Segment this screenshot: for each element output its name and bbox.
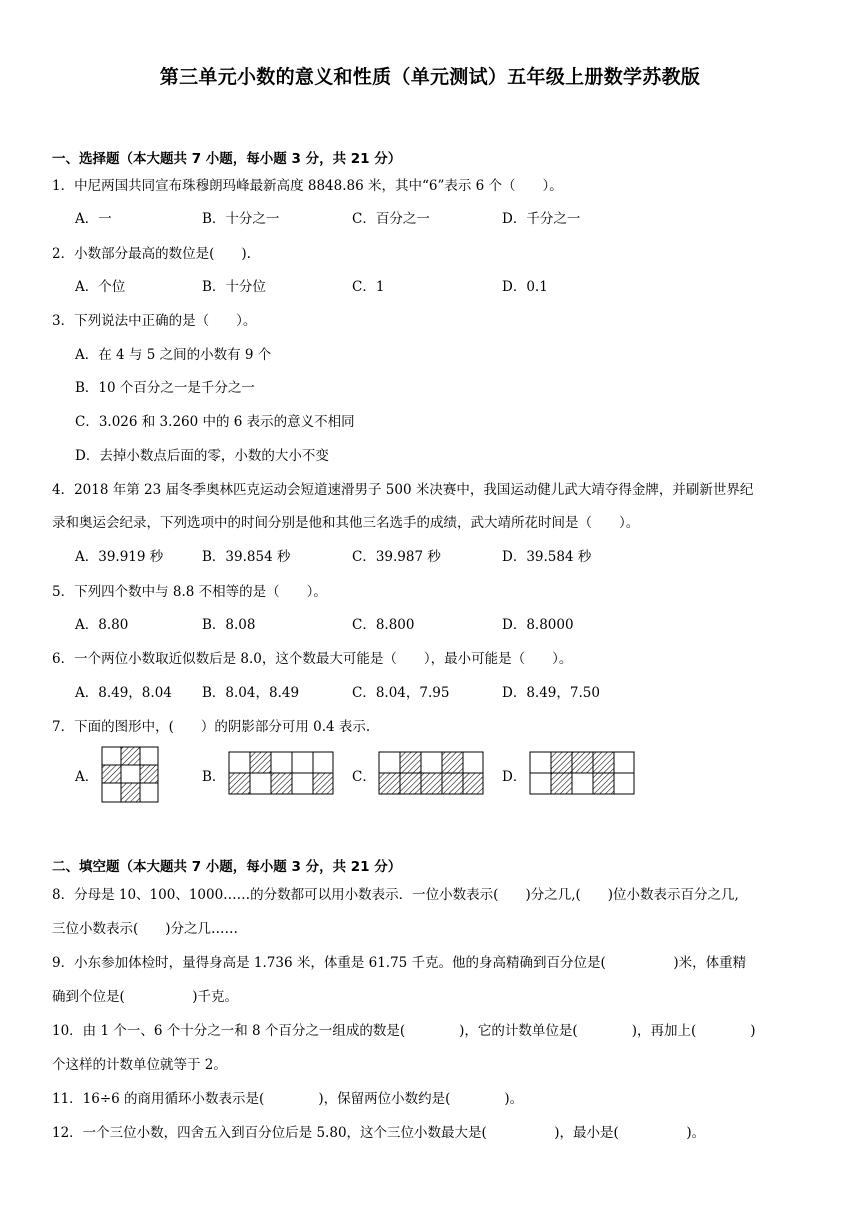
question-3: 3．下列说法中正确的是（ ）。 — [52, 313, 257, 329]
fig-a-shaded-cell — [140, 765, 158, 783]
q2-option-d: D．0.1 — [502, 279, 548, 295]
q7-option-b-label: B． — [202, 769, 226, 785]
q3-option-b: B．10 个百分之一是千分之一 — [75, 380, 255, 396]
question-9-line2: 确到个位是( )千克。 — [52, 989, 239, 1005]
q5-option-a: A．8.80 — [75, 617, 129, 633]
question-6: 6．一个两位小数取近似数后是 8.0，这个数最大可能是（ ），最小可能是（ ）。 — [52, 651, 573, 667]
q6-option-c: C．8.04，7.95 — [352, 685, 450, 701]
q4-option-c: C．39.987 秒 — [352, 549, 441, 565]
question-9-line1: 9．小东参加体检时，量得身高是 1.736 米，体重是 61.75 千克。他的身高精确到百分位是( )米，体重精 — [52, 955, 747, 971]
question-10-line1: 10．由 1 个一、6 个十分之一和 8 个百分之一组成的数是( )，它的计数单位是( )，再加上( ) — [52, 1023, 756, 1039]
fig-b-shaded-cell — [250, 752, 271, 773]
fig-d-shaded-cell — [551, 773, 572, 794]
fig-a-shaded-cell — [121, 747, 140, 765]
q5-option-d: D．8.8000 — [502, 617, 574, 633]
q6-option-a: A．8.49，8.04 — [75, 685, 172, 701]
fig-a-shaded-cell — [121, 783, 140, 802]
q1-option-a: A．一 — [75, 211, 112, 227]
question-5: 5．下列四个数中与 8.8 不相等的是（ ）。 — [52, 584, 327, 600]
q1-option-c: C．百分之一 — [352, 211, 430, 227]
fig-b-shaded-cell — [271, 773, 292, 794]
page-title: 第三单元小数的意义和性质（单元测试）五年级上册数学苏教版 — [159, 66, 701, 88]
question-10-line2: 个这样的计数单位就等于 2。 — [52, 1057, 227, 1073]
fig-c-shaded-row — [379, 773, 483, 794]
q5-option-c: C．8.800 — [352, 617, 415, 633]
q1-option-d: D．千分之一 — [502, 211, 581, 227]
fig-a-shaded-cell — [102, 765, 121, 783]
fig-d-shaded-cell — [593, 773, 614, 794]
q6-option-b: B．8.04，8.49 — [202, 685, 300, 701]
q2-option-b: B．十分位 — [202, 279, 266, 295]
q1-option-b: B．十分之一 — [202, 211, 280, 227]
fig-c-shaded-cell — [442, 752, 463, 773]
fig-b-shaded-cell — [313, 773, 333, 794]
q7-option-a-label: A． — [75, 769, 99, 785]
q3-option-c: C．3.026 和 3.260 中的 6 表示的意义不相同 — [75, 414, 355, 430]
question-11: 11．16÷6 的商用循环小数表示是( )，保留两位小数约是( )。 — [52, 1091, 524, 1107]
question-4-line1: 4．2018 年第 23 届冬季奥林匹克运动会短道速滑男子 500 米决赛中，我国运动健儿武大靖夺得金牌，并刷新世界纪 — [52, 482, 754, 498]
question-4-line2: 录和奥运会纪录，下列选项中的时间分别是他和其他三名选手的成绩，武大靖所花时间是（ ）。 — [52, 515, 640, 531]
question-12: 12．一个三位小数，四舍五入到百分位后是 5.80，这个三位小数最大是( )，最小是( )。 — [52, 1125, 706, 1141]
section-heading-fill-in: 二、填空题（本大题共 7 小题，每小题 3 分，共 21 分） — [52, 859, 402, 875]
q2-option-c: C．1 — [352, 279, 385, 295]
fig-b-shaded-cell — [229, 773, 250, 794]
q7-figure-b — [228, 751, 334, 795]
q2-option-a: A．个位 — [75, 279, 126, 295]
q4-option-d: D．39.584 秒 — [502, 549, 592, 565]
q6-option-d: D．8.49，7.50 — [502, 685, 600, 701]
question-2: 2．小数部分最高的数位是( ). — [52, 246, 251, 262]
q4-option-a: A．39.919 秒 — [75, 549, 164, 565]
q7-figure-d — [529, 751, 635, 795]
q5-option-b: B．8.08 — [202, 617, 256, 633]
q7-figure-a — [101, 746, 159, 803]
q7-option-d-label: D． — [502, 769, 527, 785]
q7-figure-c — [378, 751, 484, 795]
q3-option-d: D．去掉小数点后面的零，小数的大小不变 — [75, 448, 329, 464]
question-8-line1: 8．分母是 10、100、1000……的分数都可以用小数表示．一位小数表示( )分之几,( )位小数表示百分之几, — [52, 887, 739, 903]
question-8-line2: 三位小数表示( )分之几…… — [52, 921, 239, 937]
q3-option-a: A．在 4 与 5 之间的小数有 9 个 — [75, 347, 272, 363]
fig-d-shaded-cells — [551, 752, 614, 773]
fig-c-shaded-cell — [400, 752, 421, 773]
question-7: 7．下面的图形中，( ）的阴影部分可用 0.4 表示. — [52, 719, 371, 735]
section-heading-choice: 一、选择题（本大题共 7 小题，每小题 3 分，共 21 分） — [52, 151, 402, 167]
question-1: 1．中尼两国共同宣布珠穆朗玛峰最新高度 8848.86 米，其中“6”表示 6 个（ ）。 — [52, 178, 563, 194]
q7-option-c-label: C． — [352, 769, 376, 785]
q4-option-b: B．39.854 秒 — [202, 549, 291, 565]
